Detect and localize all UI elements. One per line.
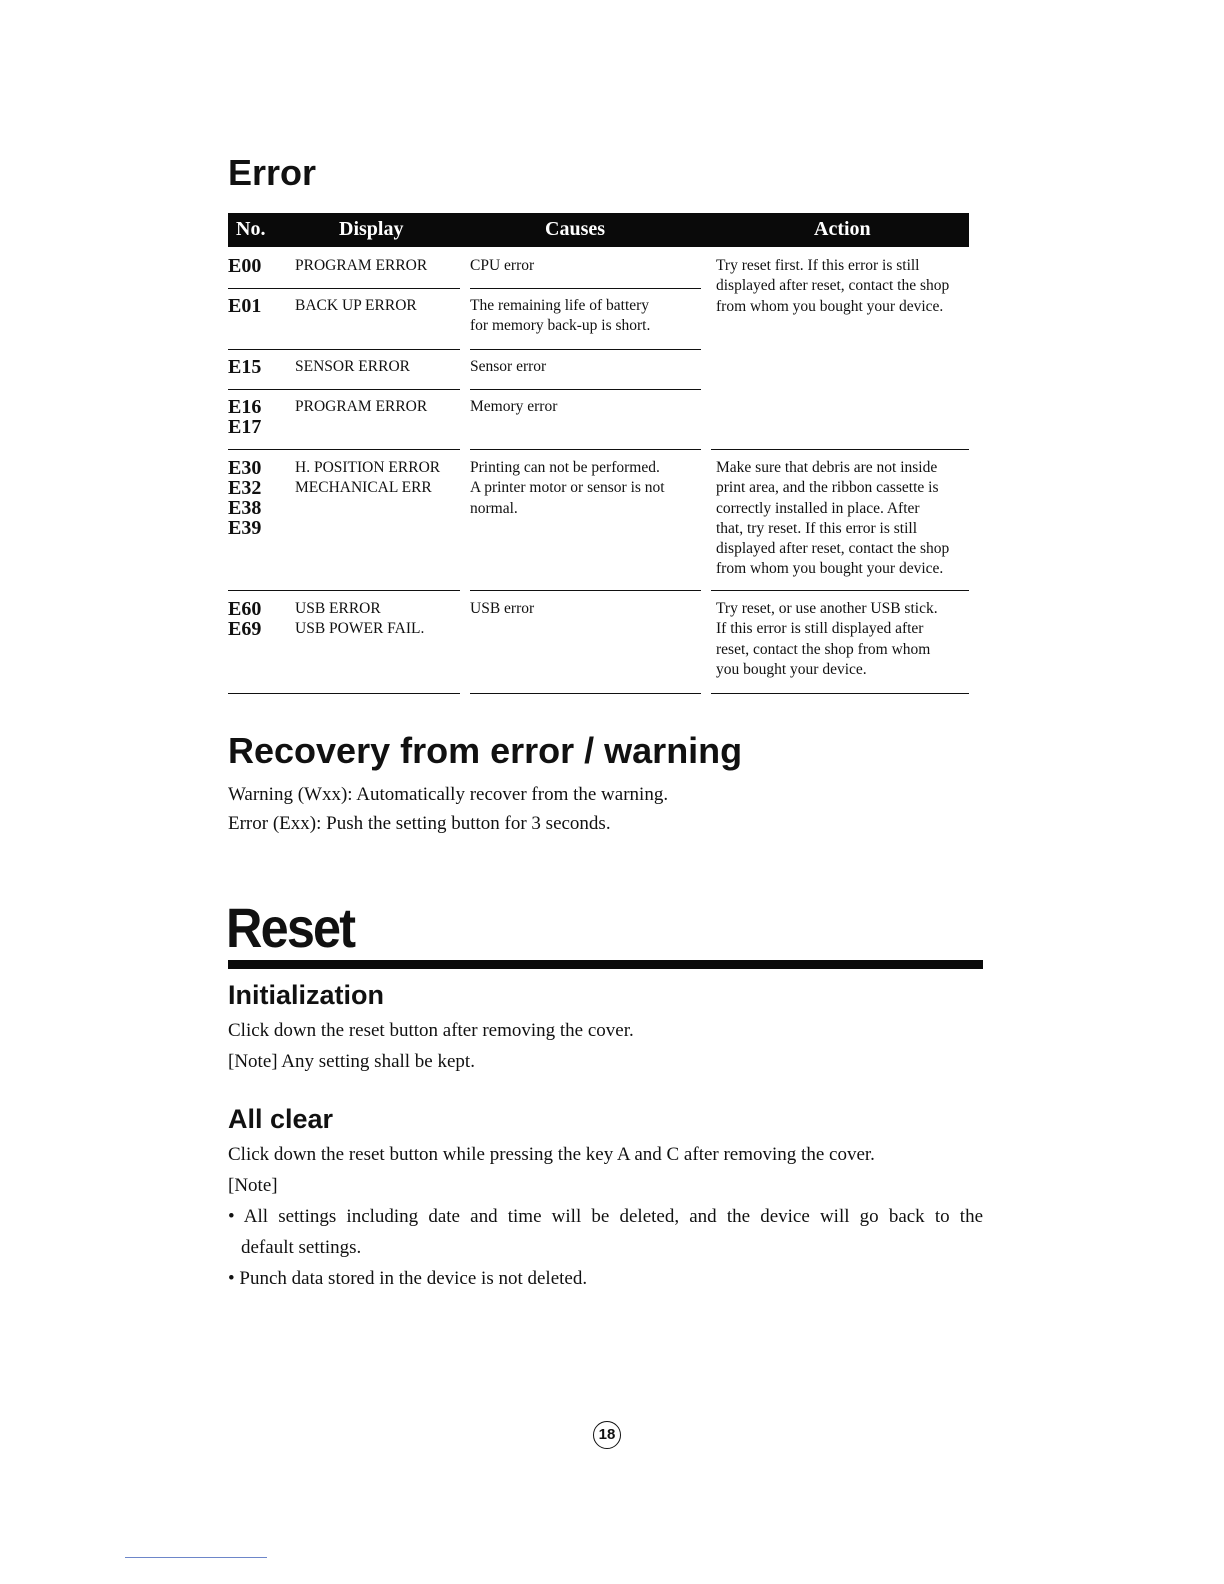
code-line: E60	[228, 598, 262, 620]
reset-divider	[228, 960, 983, 969]
action-line: Make sure that debris are not inside	[716, 459, 938, 476]
header-causes: Causes	[545, 218, 606, 240]
error-cause	[470, 458, 702, 519]
action-line: that, try reset. If this error is still	[716, 519, 918, 537]
display-line: USB POWER FAIL.	[295, 620, 425, 638]
display-line: USB ERROR	[295, 600, 381, 617]
action-line: If this error is still displayed after	[716, 620, 924, 638]
error-display	[295, 458, 460, 499]
cause-line: normal.	[470, 499, 518, 517]
all-clear-bullet-1-continued: default settings.	[241, 1237, 362, 1258]
code-line: E38	[228, 497, 262, 519]
error-cause: USB error	[470, 600, 535, 617]
cause-line: Printing can not be performed.	[470, 459, 660, 476]
row-divider	[711, 449, 969, 450]
action-line: displayed after reset, contact the shop	[716, 277, 950, 295]
cause-line: A printer motor or sensor is not	[470, 479, 665, 497]
error-display	[295, 599, 460, 640]
error-cause	[470, 296, 702, 337]
code-line: E69	[228, 618, 262, 640]
row-divider	[228, 693, 460, 694]
code-line: E30	[228, 457, 262, 479]
page-number: 18	[593, 1421, 621, 1449]
error-display: PROGRAM ERROR	[295, 257, 428, 274]
error-code	[228, 599, 261, 639]
all-clear-line: Click down the reset button while pressing the key A and C after removing the cover.	[228, 1144, 875, 1165]
all-clear-bullet-1: • All settings including date and time will be deleted, and the device will go back to the	[228, 1206, 983, 1227]
row-divider	[470, 288, 701, 289]
header-action: Action	[814, 218, 871, 240]
row-divider	[228, 288, 460, 289]
reset-heading: Reset	[226, 896, 355, 959]
all-clear-heading: All clear	[228, 1104, 334, 1134]
header-no: No.	[236, 218, 266, 240]
error-cause: CPU error	[470, 257, 535, 274]
row-divider	[228, 389, 460, 390]
error-cause: Sensor error	[470, 358, 547, 375]
error-display: PROGRAM ERROR	[295, 398, 428, 415]
error-cause: Memory error	[470, 398, 558, 415]
code-line: E17	[228, 416, 262, 438]
row-divider	[228, 349, 460, 350]
display-line: MECHANICAL ERR	[295, 479, 432, 497]
error-code	[228, 397, 261, 437]
row-divider	[470, 449, 701, 450]
all-clear-bullet-2: • Punch data stored in the device is not deleted.	[228, 1268, 588, 1289]
initialization-line: Click down the reset button after removing the cover.	[228, 1020, 634, 1041]
error-code: E00	[228, 255, 262, 277]
action-line: reset, contact the shop from whom	[716, 640, 931, 658]
row-divider	[711, 693, 969, 694]
action-line: print area, and the ribbon cassette is	[716, 479, 939, 497]
action-line: from whom you bought your device.	[716, 297, 944, 315]
recovery-warning-line: Warning (Wxx): Automatically recover from the warning.	[228, 784, 669, 805]
action-line: from whom you bought your device.	[716, 560, 944, 578]
row-divider	[470, 389, 701, 390]
error-action	[716, 256, 972, 317]
action-line: Try reset, or use another USB stick.	[716, 600, 938, 617]
row-divider	[228, 590, 460, 591]
all-clear-note-label: [Note]	[228, 1175, 278, 1196]
row-divider	[470, 590, 701, 591]
initialization-heading: Initialization	[228, 980, 385, 1010]
error-code: E01	[228, 295, 262, 317]
code-line: E32	[228, 477, 262, 499]
error-action	[716, 458, 972, 580]
display-line: H. POSITION ERROR	[295, 459, 441, 476]
row-divider	[470, 693, 701, 694]
cause-line: The remaining life of battery	[470, 297, 650, 314]
error-heading: Error	[228, 152, 317, 193]
action-line: correctly installed in place. After	[716, 499, 920, 517]
error-display: SENSOR ERROR	[295, 358, 410, 375]
header-display: Display	[339, 218, 404, 240]
action-line: you bought your device.	[716, 660, 867, 678]
row-divider	[711, 590, 969, 591]
action-line: Try reset first. If this error is still	[716, 257, 920, 274]
error-table-header	[228, 213, 969, 247]
error-code	[228, 458, 261, 538]
error-action	[716, 599, 972, 680]
footer-line	[125, 1557, 267, 1558]
error-display: BACK UP ERROR	[295, 297, 417, 314]
action-line: displayed after reset, contact the shop	[716, 540, 950, 558]
code-line: E16	[228, 396, 262, 418]
recovery-heading: Recovery from error / warning	[228, 730, 743, 771]
row-divider	[228, 449, 460, 450]
cause-line: for memory back-up is short.	[470, 317, 651, 335]
code-line: E39	[228, 517, 262, 539]
error-code: E15	[228, 356, 262, 378]
row-divider	[470, 349, 701, 350]
recovery-error-line: Error (Exx): Push the setting button for 3 seconds.	[228, 813, 611, 834]
initialization-note: [Note] Any setting shall be kept.	[228, 1051, 475, 1072]
